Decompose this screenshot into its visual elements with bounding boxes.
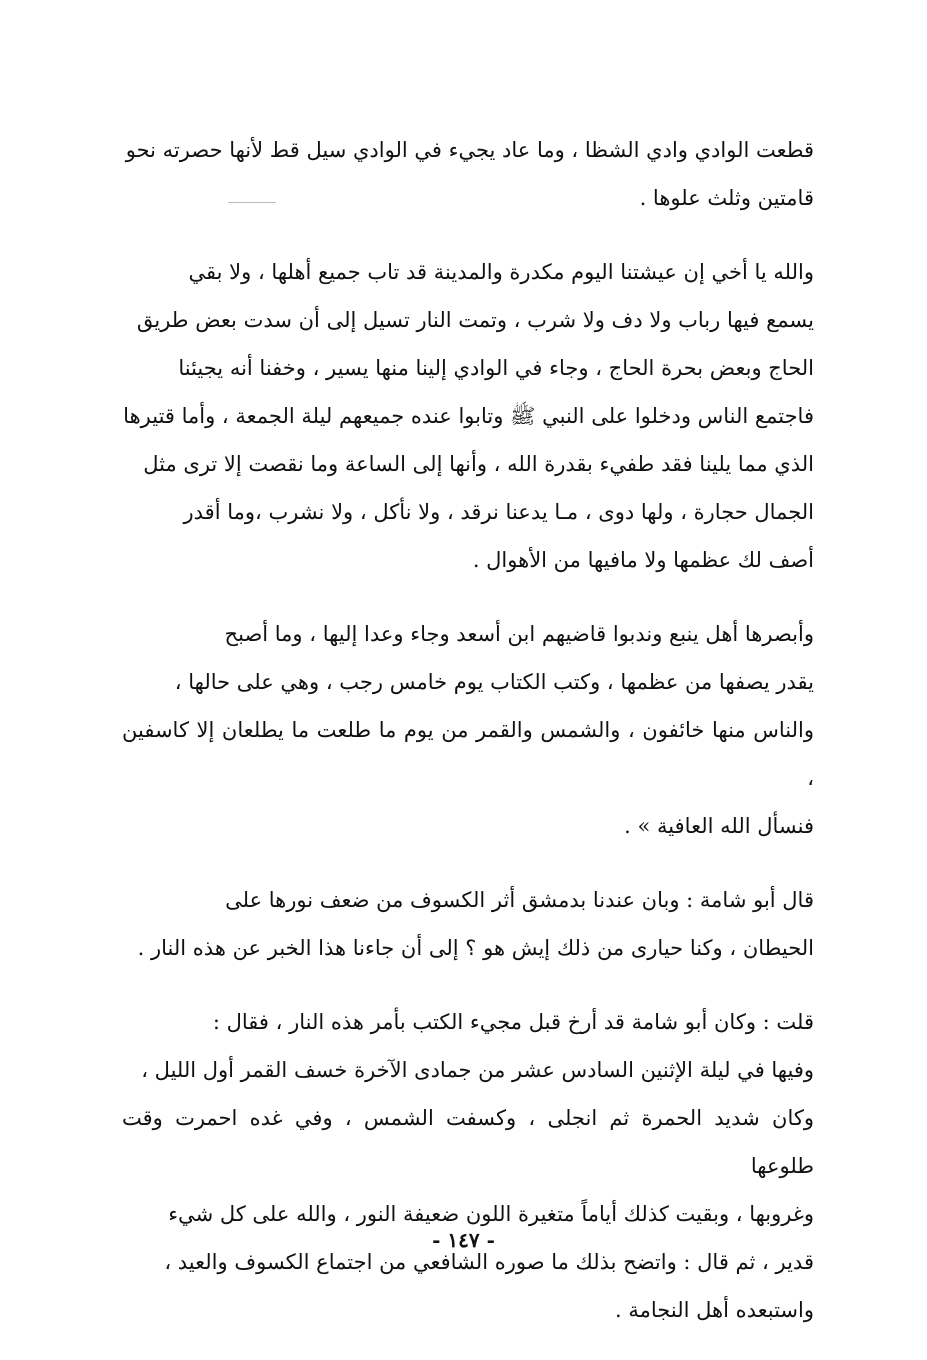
text-line: الذي مما يلينا فقد طفيء بقدرة الله ، وأنها إلى الساعة وما نقصت إلا ترى مثل	[143, 452, 814, 476]
paragraph-4	[122, 876, 814, 972]
text-line: واستبعده أهل النجامة .	[615, 1298, 814, 1322]
text-line: قامتين وثلث علوها .	[639, 186, 814, 210]
page-number: - ١٤٧ -	[432, 1228, 495, 1252]
text-line: الحاج وبعض بحرة الحاج ، وجاء في الوادي إلينا منها يسير ، وخفنا أنه يجيئنا	[178, 356, 814, 380]
text-line: يسمع فيها رباب ولا دف ولا شرب ، وتمت النار تسيل إلى أن سدت بعض طريق	[136, 308, 814, 332]
text-line: وكان شديد الحمرة ثم انجلى ، وكسفت الشمس ، وفي غده احمرت وقت طلوعها	[122, 1106, 814, 1178]
paragraph-2	[122, 248, 814, 584]
text-line: والله يا أخي إن عيشتنا اليوم مكدرة والمدينة قد تاب جميع أهلها ، ولا بقي	[188, 260, 814, 284]
text-line: وأبصرها أهل ينبع وندبوا قاضيهم ابن أسعد وجاء وعدا إليها ، وما أصبح	[224, 622, 814, 646]
paragraph-5	[122, 998, 814, 1334]
text-line: الحيطان ، وكنا حيارى من ذلك إيش هو ؟ إلى أن جاءنا هذا الخبر عن هذه النار .	[137, 936, 814, 960]
text-line: قلت : وكان أبو شامة قد أرخ قبل مجيء الكتب بأمر هذه النار ، فقال :	[212, 1010, 814, 1034]
text-line: قطعت الوادي وادي الشظا ، وما عاد يجيء في الوادي سيل قط لأنها حصرته نحو	[125, 138, 814, 162]
text-line: يقدر يصفها من عظمها ، وكتب الكتاب يوم خامس رجب ، وهي على حالها ،	[174, 670, 814, 694]
text-line: فنسأل الله العافية » .	[624, 814, 814, 838]
paragraph-3	[122, 610, 814, 850]
body-text	[122, 126, 814, 1360]
text-line: وفيها في ليلة الإثنين السادس عشر من جمادى الآخرة خسف القمر أول الليل ،	[141, 1058, 814, 1082]
paragraph-1	[122, 126, 814, 222]
text-line: فاجتمع الناس ودخلوا على النبي ﷺ وتابوا عنده جميعهم ليلة الجمعة ، وأما قتيرها	[123, 404, 814, 428]
text-line: قدير ، ثم قال : واتضح بذلك ما صوره الشافعي من اجتماع الكسوف والعيد ،	[164, 1250, 814, 1274]
text-line: أصف لك عظمها ولا مافيها من الأهوال .	[472, 548, 814, 572]
text-line: والناس منها خائفون ، والشمس والقمر من يوم ما طلعت ما يطلعان إلا كاسفين ،	[122, 718, 814, 790]
text-line: قال أبو شامة : وبان عندنا بدمشق أثر الكسوف من ضعف نورها على	[225, 888, 814, 912]
text-line: وغروبها ، وبقيت كذلك أياماً متغيرة اللون ضعيفة النور ، والله على كل شيء	[168, 1202, 814, 1226]
text-line: الجمال حجارة ، ولها دوى ، مـا يدعنا نرقد ، ولا نأكل ، ولا نشرب ،وما أقدر	[183, 500, 814, 524]
